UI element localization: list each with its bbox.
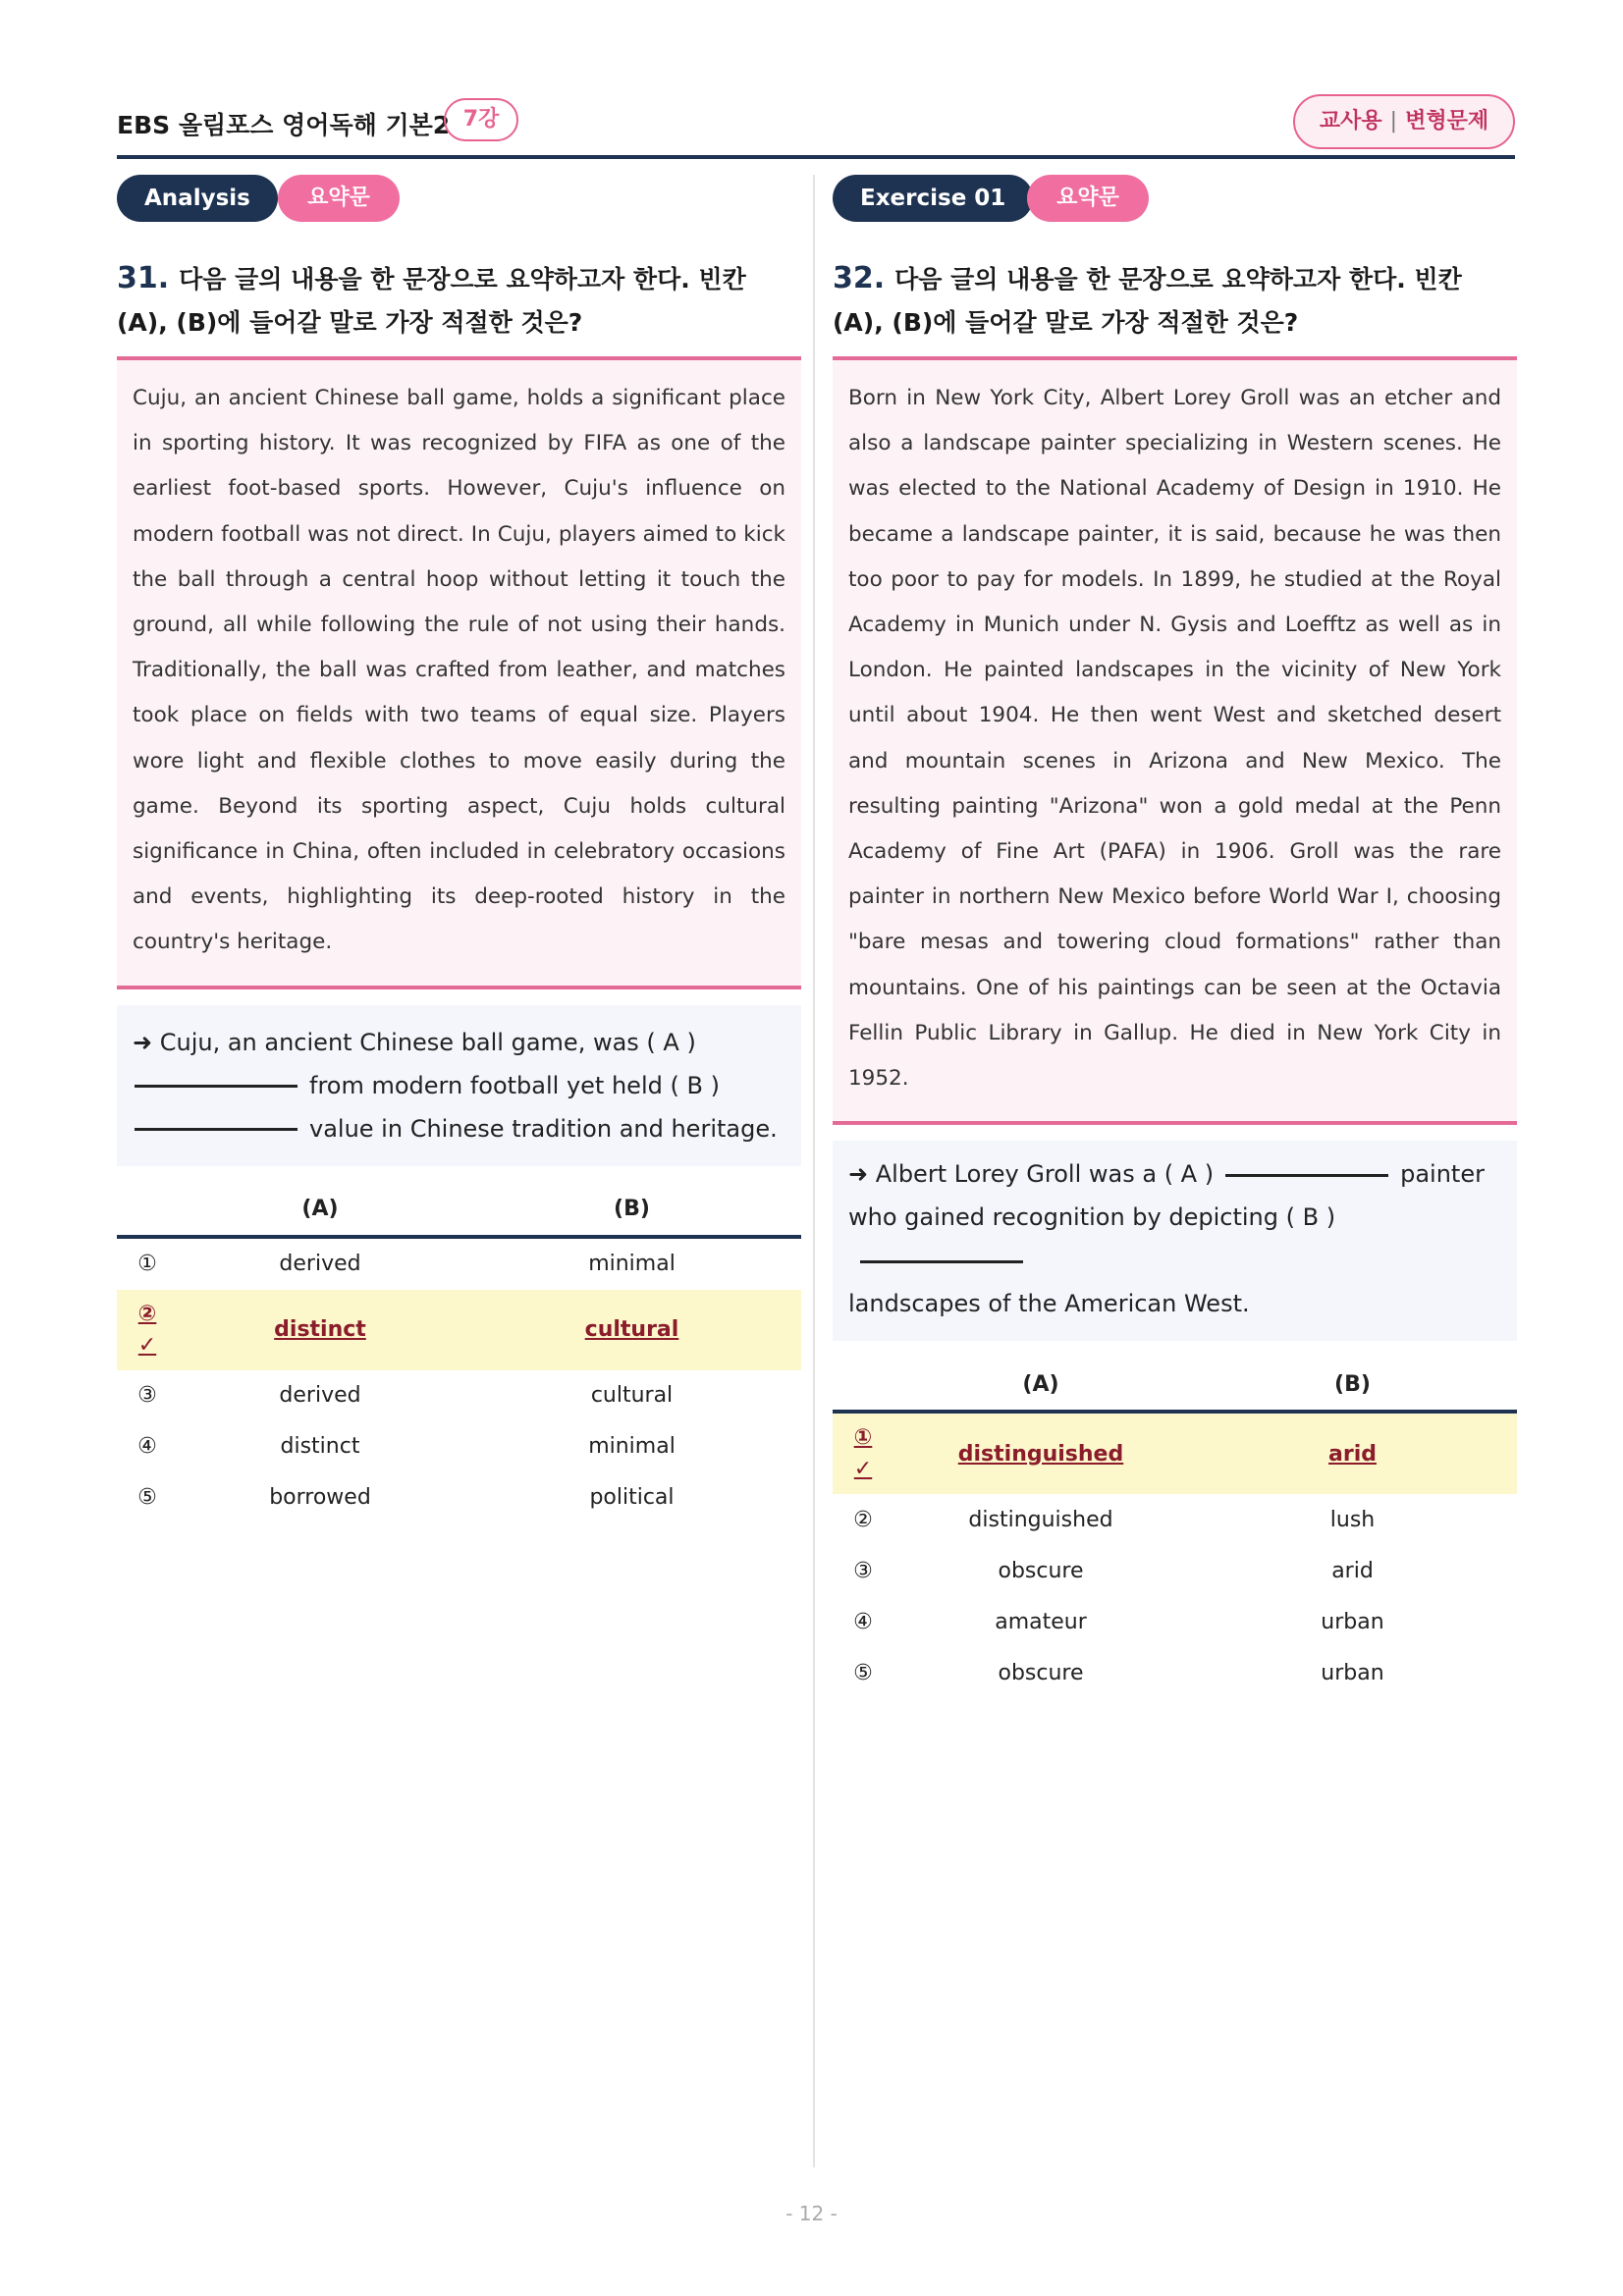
choices-header-row xyxy=(833,1359,1517,1412)
choice-row[interactable] xyxy=(833,1545,1517,1596)
choice-a: distinct xyxy=(280,1434,360,1460)
left-column xyxy=(117,175,801,1523)
page-number: - 12 - xyxy=(785,2202,838,2225)
question-text: 다음 글의 내용을 한 문장으로 요약하고자 한다. 빈칸 (A), (B)에 들어갈 말로 가장 적절한 것은? xyxy=(833,265,1462,337)
choice-a: derived xyxy=(279,1383,361,1409)
choice-b: urban xyxy=(1321,1609,1384,1634)
type-label: 변형문제 xyxy=(1405,109,1489,133)
choices-table xyxy=(117,1184,801,1523)
blank-b xyxy=(135,1128,298,1131)
choice-number: ③ xyxy=(137,1383,157,1409)
choice-b: political xyxy=(589,1485,675,1511)
summary-line xyxy=(133,1064,785,1107)
column-divider xyxy=(813,175,815,2167)
choice-b: arid xyxy=(1331,1558,1374,1583)
choice-a: distinguished xyxy=(893,1412,1188,1494)
summary-fragment: value in Chinese tradition and heritage. xyxy=(309,1114,778,1143)
blank-b xyxy=(860,1260,1023,1263)
choice-a: borrowed xyxy=(269,1485,371,1511)
choices-header-row xyxy=(117,1184,801,1237)
question-number: 31. xyxy=(117,261,170,295)
choice-a: distinct xyxy=(178,1290,462,1370)
exercise-tag: Exercise 01 xyxy=(833,175,1033,222)
summary-box xyxy=(117,1005,801,1166)
summary-fragment: painter xyxy=(1400,1160,1485,1189)
choice-number: ② xyxy=(853,1507,873,1532)
choice-number: ③ xyxy=(853,1558,873,1583)
badge-separator: | xyxy=(1389,109,1398,133)
blank-a xyxy=(1225,1174,1388,1177)
choice-b: cultural xyxy=(590,1383,674,1409)
question-title xyxy=(117,257,801,345)
teacher-badge xyxy=(1293,94,1515,149)
question-text: 다음 글의 내용을 한 문장으로 요약하고자 한다. 빈칸 (A), (B)에 들어갈 말로 가장 적절한 것은? xyxy=(117,265,746,337)
summary-type-tag: 요약문 xyxy=(278,175,400,222)
choice-number-label: ② xyxy=(137,1301,157,1326)
choice-number xyxy=(117,1290,178,1370)
choice-a: obscure xyxy=(998,1558,1084,1583)
choice-number: ④ xyxy=(137,1434,157,1460)
lesson-badge: 7강 xyxy=(444,98,518,141)
summary-line xyxy=(133,1107,785,1150)
choice-a: obscure xyxy=(998,1660,1084,1685)
passage-bottom-rule xyxy=(117,986,801,989)
choice-row[interactable] xyxy=(117,1472,801,1523)
page-header xyxy=(117,94,1515,161)
passage-bottom-rule xyxy=(833,1121,1517,1125)
summary-box xyxy=(833,1141,1517,1341)
tag-row xyxy=(833,175,1517,222)
passage-text: Cuju, an ancient Chinese ball game, holds a significant place in sporting history. It was recognized by FIFA as one of the earliest foot-based sports. However, Cuju's influence on modern football was not direct. In Cuju, players aimed to kick the ball through a central hoop without letting it touch the ground, all while following the rule of not using their hands. Traditionally, the ball was crafted from leather, and matches took place on fields with two teams of equal size. Players wore light and flexible clothes to move easily during the game. Beyond its sporting aspect, Cuju holds cultural significance in China, often included in celebratory occasions and events, highlighting its deep-rooted history in the country's heritage. xyxy=(133,386,785,955)
summary-line xyxy=(848,1196,1501,1282)
header-a: (A) xyxy=(178,1184,462,1237)
summary-line xyxy=(848,1152,1501,1196)
header-a: (A) xyxy=(893,1359,1188,1412)
check-icon: ✓ xyxy=(853,1457,873,1482)
choice-a: distinguished xyxy=(968,1507,1113,1532)
header-divider xyxy=(117,155,1515,159)
choice-row[interactable] xyxy=(833,1647,1517,1698)
summary-fragment: ➜ Albert Lorey Groll was a ( A ) xyxy=(848,1160,1215,1189)
header-number xyxy=(833,1359,893,1412)
passage-box xyxy=(833,360,1517,1121)
choice-number-label: ① xyxy=(853,1425,873,1451)
check-icon: ✓ xyxy=(137,1332,157,1358)
summary-line: ➜ Cuju, an ancient Chinese ball game, was ( A ) xyxy=(133,1028,696,1056)
choice-row-correct[interactable] xyxy=(833,1412,1517,1494)
choice-number xyxy=(833,1412,893,1494)
choice-b: minimal xyxy=(588,1252,676,1277)
header-b: (B) xyxy=(1188,1359,1517,1412)
choice-row[interactable] xyxy=(117,1237,801,1290)
choice-b: urban xyxy=(1321,1660,1384,1685)
choice-b: lush xyxy=(1329,1507,1376,1532)
question-title xyxy=(833,257,1517,345)
choice-number: ① xyxy=(137,1252,157,1277)
choice-row[interactable] xyxy=(833,1596,1517,1647)
choice-b: cultural xyxy=(462,1290,801,1370)
summary-type-tag: 요약문 xyxy=(1027,175,1149,222)
blank-a xyxy=(135,1085,298,1088)
header-number xyxy=(117,1184,178,1237)
book-title: EBS 올림포스 영어독해 기본2 xyxy=(117,111,451,139)
choice-number: ④ xyxy=(853,1609,873,1634)
right-column xyxy=(833,175,1517,1698)
choice-row[interactable] xyxy=(117,1370,801,1421)
choice-number: ⑤ xyxy=(853,1660,873,1685)
summary-line: landscapes of the American West. xyxy=(848,1290,1250,1318)
teacher-label: 교사용 xyxy=(1319,109,1382,133)
passage-text: Born in New York City, Albert Lorey Groll was an etcher and also a landscape painter specializing in Western scenes. He was elected to the National Academy of Design in 1910. He became a landscape painter, it is said, because he was then too poor to pay for models. In 1899, he studied at the Royal Academy in Munich under N. Gysis and Loefftz as well as in London. He painted landscapes in the vicinity of New York until about 1904. He then went West and sketched desert and mountain scenes in Arizona and New Mexico. The resulting painting "Arizona" won a gold medal at the Penn Academy of Fine Art (PAFA) in 1906. Groll was the rare painter in northern New Mexico before World War I, choosing "bare mesas and towering cloud formations" rather than mountains. One of his paintings can be seen at the Octavia Fellin Public Library in Gallup. He died in New York City in 1952. xyxy=(848,386,1501,1092)
question-number: 32. xyxy=(833,261,886,295)
analysis-tag: Analysis xyxy=(117,175,278,222)
choice-number: ⑤ xyxy=(137,1485,157,1511)
choice-row[interactable] xyxy=(833,1494,1517,1545)
choice-a: derived xyxy=(279,1252,361,1277)
summary-fragment: who gained recognition by depicting ( B ) xyxy=(848,1203,1336,1232)
choice-a: amateur xyxy=(995,1609,1087,1634)
choices-table xyxy=(833,1359,1517,1698)
choice-b: arid xyxy=(1188,1412,1517,1494)
summary-fragment: from modern football yet held ( B ) xyxy=(309,1071,720,1099)
choice-b: minimal xyxy=(588,1434,676,1460)
tag-row xyxy=(117,175,801,222)
choice-row-correct[interactable] xyxy=(117,1290,801,1370)
header-b: (B) xyxy=(462,1184,801,1237)
passage-box xyxy=(117,360,801,986)
choice-row[interactable] xyxy=(117,1421,801,1472)
